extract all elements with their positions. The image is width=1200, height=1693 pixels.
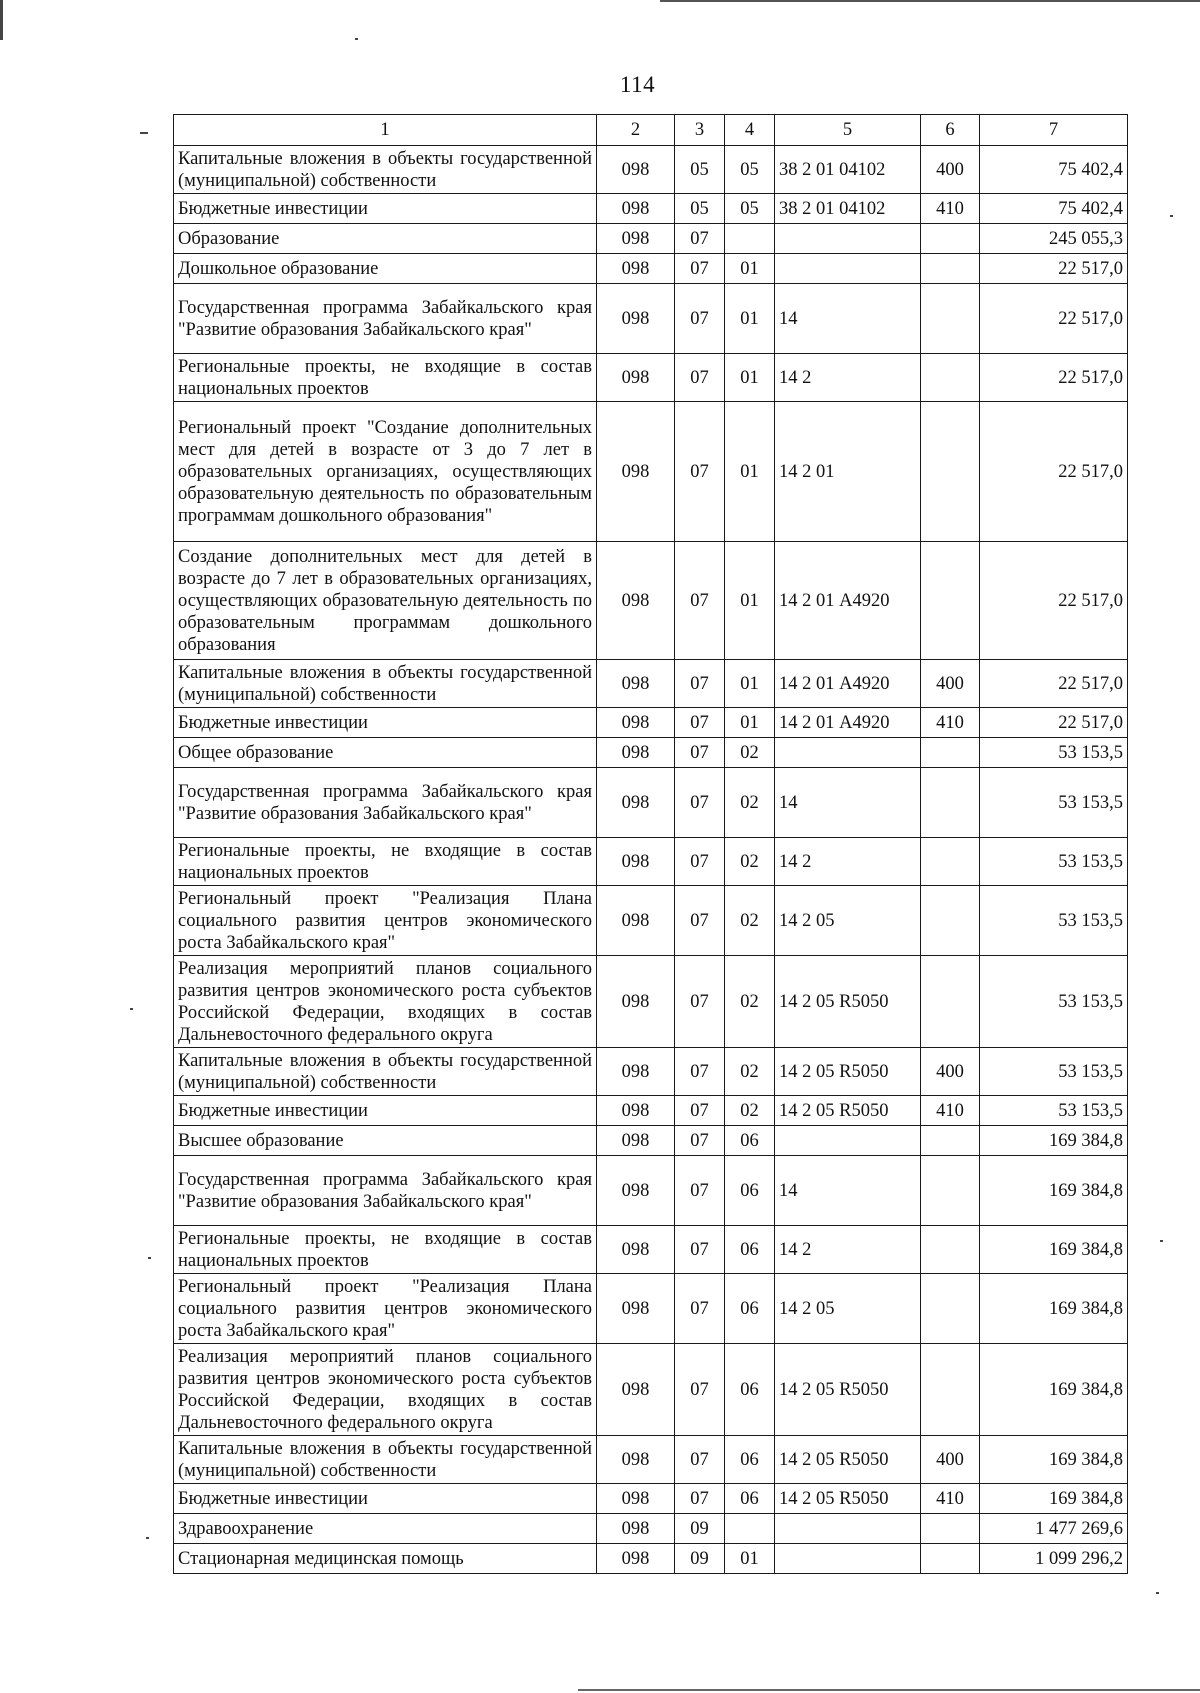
- row-target-article-cell: [775, 1514, 921, 1544]
- row-grbs-cell: 098: [597, 886, 675, 956]
- row-section-cell: 07: [675, 708, 725, 738]
- row-target-article-cell: [775, 224, 921, 254]
- row-section-cell: 07: [675, 886, 725, 956]
- row-subsection-cell: 06: [725, 1226, 775, 1274]
- row-subsection-cell: 06: [725, 1484, 775, 1514]
- row-section-cell: 07: [675, 1048, 725, 1096]
- row-section-cell: 07: [675, 838, 725, 886]
- table-row: [174, 1544, 1128, 1574]
- scan-speck: [1170, 215, 1173, 217]
- row-grbs-cell: 098: [597, 146, 675, 194]
- row-subsection-cell: 06: [725, 1126, 775, 1156]
- row-target-article-cell: 14 2 05 R5050: [775, 1344, 921, 1436]
- row-expense-type-cell: [921, 354, 980, 402]
- row-section-cell: 07: [675, 402, 725, 542]
- row-amount-cell: 169 384,8: [980, 1156, 1128, 1226]
- table-row: [174, 1096, 1128, 1126]
- row-grbs-cell: 098: [597, 1344, 675, 1436]
- row-name-cell: Региональный проект "Создание дополнительных мест для детей в возрасте от 3 до 7 лет в образовательных организациях, осуществляющих образовательную деятельность по образовательным программам дошкольного образования": [174, 402, 597, 542]
- row-name-cell: Государственная программа Забайкальского края "Развитие образования Забайкальского края": [174, 284, 597, 354]
- row-subsection-cell: 01: [725, 284, 775, 354]
- row-amount-cell: 169 384,8: [980, 1226, 1128, 1274]
- row-expense-type-cell: 410: [921, 1096, 980, 1126]
- row-target-article-cell: 14 2 01: [775, 402, 921, 542]
- row-subsection-cell: 01: [725, 254, 775, 284]
- scan-speck: [1160, 1240, 1163, 1242]
- row-amount-cell: 1 099 296,2: [980, 1544, 1128, 1574]
- row-expense-type-cell: 410: [921, 1484, 980, 1514]
- row-section-cell: 09: [675, 1544, 725, 1574]
- row-expense-type-cell: [921, 1544, 980, 1574]
- row-target-article-cell: 14 2 05 R5050: [775, 1096, 921, 1126]
- row-amount-cell: 22 517,0: [980, 254, 1128, 284]
- row-subsection-cell: 01: [725, 402, 775, 542]
- row-expense-type-cell: [921, 838, 980, 886]
- row-name-cell: Здравоохранение: [174, 1514, 597, 1544]
- row-section-cell: 07: [675, 1156, 725, 1226]
- row-section-cell: 05: [675, 146, 725, 194]
- table-row: [174, 284, 1128, 354]
- row-target-article-cell: 38 2 01 04102: [775, 194, 921, 224]
- row-target-article-cell: 14 2 05 R5050: [775, 1484, 921, 1514]
- row-section-cell: 07: [675, 660, 725, 708]
- table-row: [174, 194, 1128, 224]
- row-amount-cell: 22 517,0: [980, 660, 1128, 708]
- row-grbs-cell: 098: [597, 542, 675, 660]
- row-section-cell: 07: [675, 738, 725, 768]
- row-grbs-cell: 098: [597, 354, 675, 402]
- table-row: [174, 354, 1128, 402]
- row-section-cell: 07: [675, 254, 725, 284]
- row-grbs-cell: 098: [597, 1096, 675, 1126]
- row-section-cell: 07: [675, 1126, 725, 1156]
- row-amount-cell: 75 402,4: [980, 146, 1128, 194]
- row-target-article-cell: 38 2 01 04102: [775, 146, 921, 194]
- row-section-cell: 07: [675, 1226, 725, 1274]
- row-target-article-cell: 14: [775, 1156, 921, 1226]
- row-target-article-cell: 14 2 01 А4920: [775, 660, 921, 708]
- row-expense-type-cell: 400: [921, 146, 980, 194]
- row-subsection-cell: 06: [725, 1436, 775, 1484]
- row-grbs-cell: 098: [597, 1226, 675, 1274]
- scan-speck: [146, 1537, 149, 1539]
- row-target-article-cell: [775, 1126, 921, 1156]
- row-subsection-cell: 02: [725, 1096, 775, 1126]
- row-expense-type-cell: 410: [921, 708, 980, 738]
- table-row: [174, 1274, 1128, 1344]
- table-row: [174, 1048, 1128, 1096]
- table-row: [174, 708, 1128, 738]
- row-target-article-cell: 14 2 01 А4920: [775, 708, 921, 738]
- row-grbs-cell: 098: [597, 660, 675, 708]
- table-row: [174, 1514, 1128, 1544]
- row-name-cell: Реализация мероприятий планов социального развития центров экономического роста субъектов Российской Федерации, входящих в состав Дальневосточного федерального округа: [174, 1344, 597, 1436]
- table-row: [174, 660, 1128, 708]
- row-amount-cell: 22 517,0: [980, 354, 1128, 402]
- row-subsection-cell: 06: [725, 1344, 775, 1436]
- row-section-cell: 07: [675, 956, 725, 1048]
- row-amount-cell: 53 153,5: [980, 838, 1128, 886]
- row-name-cell: Региональный проект "Реализация Плана социального развития центров экономического роста Забайкальского края": [174, 886, 597, 956]
- row-name-cell: Создание дополнительных мест для детей в возрасте до 7 лет в образовательных организациях, осуществляющих образовательную деятельность по образовательным программам дошкольного образования: [174, 542, 597, 660]
- row-subsection-cell: 02: [725, 838, 775, 886]
- row-name-cell: Дошкольное образование: [174, 254, 597, 284]
- scan-border-bottom: [578, 1689, 1200, 1691]
- scan-speck: [130, 1008, 133, 1010]
- row-amount-cell: 169 384,8: [980, 1344, 1128, 1436]
- scan-speck: [355, 38, 358, 40]
- row-expense-type-cell: [921, 768, 980, 838]
- row-grbs-cell: 098: [597, 1274, 675, 1344]
- row-grbs-cell: 098: [597, 1126, 675, 1156]
- row-grbs-cell: 098: [597, 284, 675, 354]
- column-header: 4: [725, 115, 775, 146]
- row-amount-cell: 245 055,3: [980, 224, 1128, 254]
- scan-speck: [140, 132, 148, 134]
- row-expense-type-cell: [921, 542, 980, 660]
- scan-speck: [1156, 1592, 1159, 1594]
- table-row: [174, 886, 1128, 956]
- row-grbs-cell: 098: [597, 194, 675, 224]
- row-grbs-cell: 098: [597, 1048, 675, 1096]
- column-header: 1: [174, 115, 597, 146]
- row-subsection-cell: 05: [725, 146, 775, 194]
- row-expense-type-cell: [921, 1226, 980, 1274]
- column-header: 6: [921, 115, 980, 146]
- row-target-article-cell: [775, 254, 921, 284]
- row-name-cell: Государственная программа Забайкальского края "Развитие образования Забайкальского края": [174, 1156, 597, 1226]
- row-grbs-cell: 098: [597, 402, 675, 542]
- row-amount-cell: 53 153,5: [980, 738, 1128, 768]
- table-row: [174, 1226, 1128, 1274]
- row-amount-cell: 53 153,5: [980, 956, 1128, 1048]
- row-target-article-cell: 14: [775, 284, 921, 354]
- row-subsection-cell: 02: [725, 956, 775, 1048]
- row-grbs-cell: 098: [597, 1544, 675, 1574]
- table-body: [174, 146, 1128, 1574]
- row-amount-cell: 22 517,0: [980, 542, 1128, 660]
- row-target-article-cell: [775, 1544, 921, 1574]
- row-name-cell: Региональные проекты, не входящие в состав национальных проектов: [174, 1226, 597, 1274]
- row-expense-type-cell: [921, 1156, 980, 1226]
- table-row: [174, 768, 1128, 838]
- row-name-cell: Реализация мероприятий планов социального развития центров экономического роста субъектов Российской Федерации, входящих в состав Дальневосточного федерального округа: [174, 956, 597, 1048]
- row-target-article-cell: 14 2 05: [775, 1274, 921, 1344]
- row-amount-cell: 22 517,0: [980, 402, 1128, 542]
- row-grbs-cell: 098: [597, 738, 675, 768]
- row-name-cell: Государственная программа Забайкальского края "Развитие образования Забайкальского края": [174, 768, 597, 838]
- row-section-cell: 07: [675, 768, 725, 838]
- table-row: [174, 1436, 1128, 1484]
- row-target-article-cell: 14 2 05 R5050: [775, 1048, 921, 1096]
- row-name-cell: Региональный проект "Реализация Плана социального развития центров экономического роста Забайкальского края": [174, 1274, 597, 1344]
- row-name-cell: Региональные проекты, не входящие в состав национальных проектов: [174, 354, 597, 402]
- row-name-cell: Бюджетные инвестиции: [174, 194, 597, 224]
- row-name-cell: Капитальные вложения в объекты государственной (муниципальной) собственности: [174, 1048, 597, 1096]
- row-subsection-cell: 01: [725, 1544, 775, 1574]
- row-expense-type-cell: [921, 886, 980, 956]
- row-name-cell: Капитальные вложения в объекты государственной (муниципальной) собственности: [174, 146, 597, 194]
- table-header-row: [174, 115, 1128, 146]
- row-grbs-cell: 098: [597, 1436, 675, 1484]
- row-expense-type-cell: 400: [921, 660, 980, 708]
- row-target-article-cell: 14 2: [775, 354, 921, 402]
- page-number: 114: [619, 72, 656, 97]
- row-amount-cell: 169 384,8: [980, 1436, 1128, 1484]
- row-section-cell: 07: [675, 1344, 725, 1436]
- row-subsection-cell: 02: [725, 768, 775, 838]
- row-amount-cell: 53 153,5: [980, 1048, 1128, 1096]
- table-row: [174, 1156, 1128, 1226]
- row-name-cell: Бюджетные инвестиции: [174, 1096, 597, 1126]
- row-grbs-cell: 098: [597, 1484, 675, 1514]
- row-grbs-cell: 098: [597, 768, 675, 838]
- column-header: 7: [980, 115, 1128, 146]
- row-name-cell: Общее образование: [174, 738, 597, 768]
- row-subsection-cell: [725, 1514, 775, 1544]
- table-row: [174, 1126, 1128, 1156]
- row-target-article-cell: [775, 738, 921, 768]
- row-subsection-cell: 02: [725, 1048, 775, 1096]
- column-header: 3: [675, 115, 725, 146]
- row-grbs-cell: 098: [597, 956, 675, 1048]
- row-name-cell: Бюджетные инвестиции: [174, 708, 597, 738]
- row-expense-type-cell: 400: [921, 1436, 980, 1484]
- row-target-article-cell: 14 2 05: [775, 886, 921, 956]
- row-expense-type-cell: [921, 284, 980, 354]
- row-expense-type-cell: [921, 1126, 980, 1156]
- row-section-cell: 07: [675, 1096, 725, 1126]
- row-section-cell: 07: [675, 542, 725, 660]
- scan-border-top: [660, 0, 1200, 2]
- row-amount-cell: 53 153,5: [980, 768, 1128, 838]
- row-section-cell: 07: [675, 1436, 725, 1484]
- row-expense-type-cell: [921, 738, 980, 768]
- row-subsection-cell: 05: [725, 194, 775, 224]
- row-target-article-cell: 14 2: [775, 1226, 921, 1274]
- row-target-article-cell: 14 2 05 R5050: [775, 1436, 921, 1484]
- row-expense-type-cell: 400: [921, 1048, 980, 1096]
- row-expense-type-cell: [921, 224, 980, 254]
- row-amount-cell: 53 153,5: [980, 1096, 1128, 1126]
- row-amount-cell: 53 153,5: [980, 886, 1128, 956]
- row-expense-type-cell: [921, 956, 980, 1048]
- row-section-cell: 07: [675, 1484, 725, 1514]
- row-section-cell: 09: [675, 1514, 725, 1544]
- row-subsection-cell: 06: [725, 1274, 775, 1344]
- row-grbs-cell: 098: [597, 254, 675, 284]
- budget-table: [173, 114, 1128, 1574]
- row-amount-cell: 75 402,4: [980, 194, 1128, 224]
- table-row: [174, 1344, 1128, 1436]
- row-subsection-cell: [725, 224, 775, 254]
- table-row: [174, 956, 1128, 1048]
- row-expense-type-cell: [921, 1274, 980, 1344]
- row-amount-cell: 169 384,8: [980, 1484, 1128, 1514]
- row-target-article-cell: 14 2: [775, 838, 921, 886]
- row-subsection-cell: 02: [725, 738, 775, 768]
- table-row: [174, 224, 1128, 254]
- row-subsection-cell: 01: [725, 542, 775, 660]
- row-subsection-cell: 01: [725, 660, 775, 708]
- row-name-cell: Образование: [174, 224, 597, 254]
- row-amount-cell: 1 477 269,6: [980, 1514, 1128, 1544]
- row-target-article-cell: 14 2 01 А4920: [775, 542, 921, 660]
- row-section-cell: 05: [675, 194, 725, 224]
- row-subsection-cell: 02: [725, 886, 775, 956]
- row-name-cell: Стационарная медицинская помощь: [174, 1544, 597, 1574]
- row-amount-cell: 169 384,8: [980, 1126, 1128, 1156]
- row-expense-type-cell: 410: [921, 194, 980, 224]
- row-target-article-cell: 14: [775, 768, 921, 838]
- row-subsection-cell: 06: [725, 1156, 775, 1226]
- row-target-article-cell: 14 2 05 R5050: [775, 956, 921, 1048]
- row-subsection-cell: 01: [725, 354, 775, 402]
- table-row: [174, 738, 1128, 768]
- row-name-cell: Высшее образование: [174, 1126, 597, 1156]
- table-row: [174, 542, 1128, 660]
- row-expense-type-cell: [921, 254, 980, 284]
- row-section-cell: 07: [675, 284, 725, 354]
- row-name-cell: Капитальные вложения в объекты государственной (муниципальной) собственности: [174, 1436, 597, 1484]
- row-name-cell: Капитальные вложения в объекты государственной (муниципальной) собственности: [174, 660, 597, 708]
- row-amount-cell: 169 384,8: [980, 1274, 1128, 1344]
- row-amount-cell: 22 517,0: [980, 284, 1128, 354]
- column-header: 2: [597, 115, 675, 146]
- scan-border-left: [0, 0, 3, 40]
- column-header: 5: [775, 115, 921, 146]
- row-section-cell: 07: [675, 354, 725, 402]
- row-grbs-cell: 098: [597, 224, 675, 254]
- row-grbs-cell: 098: [597, 708, 675, 738]
- row-section-cell: 07: [675, 224, 725, 254]
- row-grbs-cell: 098: [597, 1514, 675, 1544]
- table-row: [174, 402, 1128, 542]
- row-amount-cell: 22 517,0: [980, 708, 1128, 738]
- row-name-cell: Региональные проекты, не входящие в состав национальных проектов: [174, 838, 597, 886]
- row-section-cell: 07: [675, 1274, 725, 1344]
- row-expense-type-cell: [921, 1514, 980, 1544]
- table-row: [174, 838, 1128, 886]
- table-row: [174, 146, 1128, 194]
- row-grbs-cell: 098: [597, 838, 675, 886]
- row-expense-type-cell: [921, 1344, 980, 1436]
- row-expense-type-cell: [921, 402, 980, 542]
- table-row: [174, 1484, 1128, 1514]
- scan-speck: [148, 1257, 151, 1259]
- row-grbs-cell: 098: [597, 1156, 675, 1226]
- row-name-cell: Бюджетные инвестиции: [174, 1484, 597, 1514]
- row-subsection-cell: 01: [725, 708, 775, 738]
- table-row: [174, 254, 1128, 284]
